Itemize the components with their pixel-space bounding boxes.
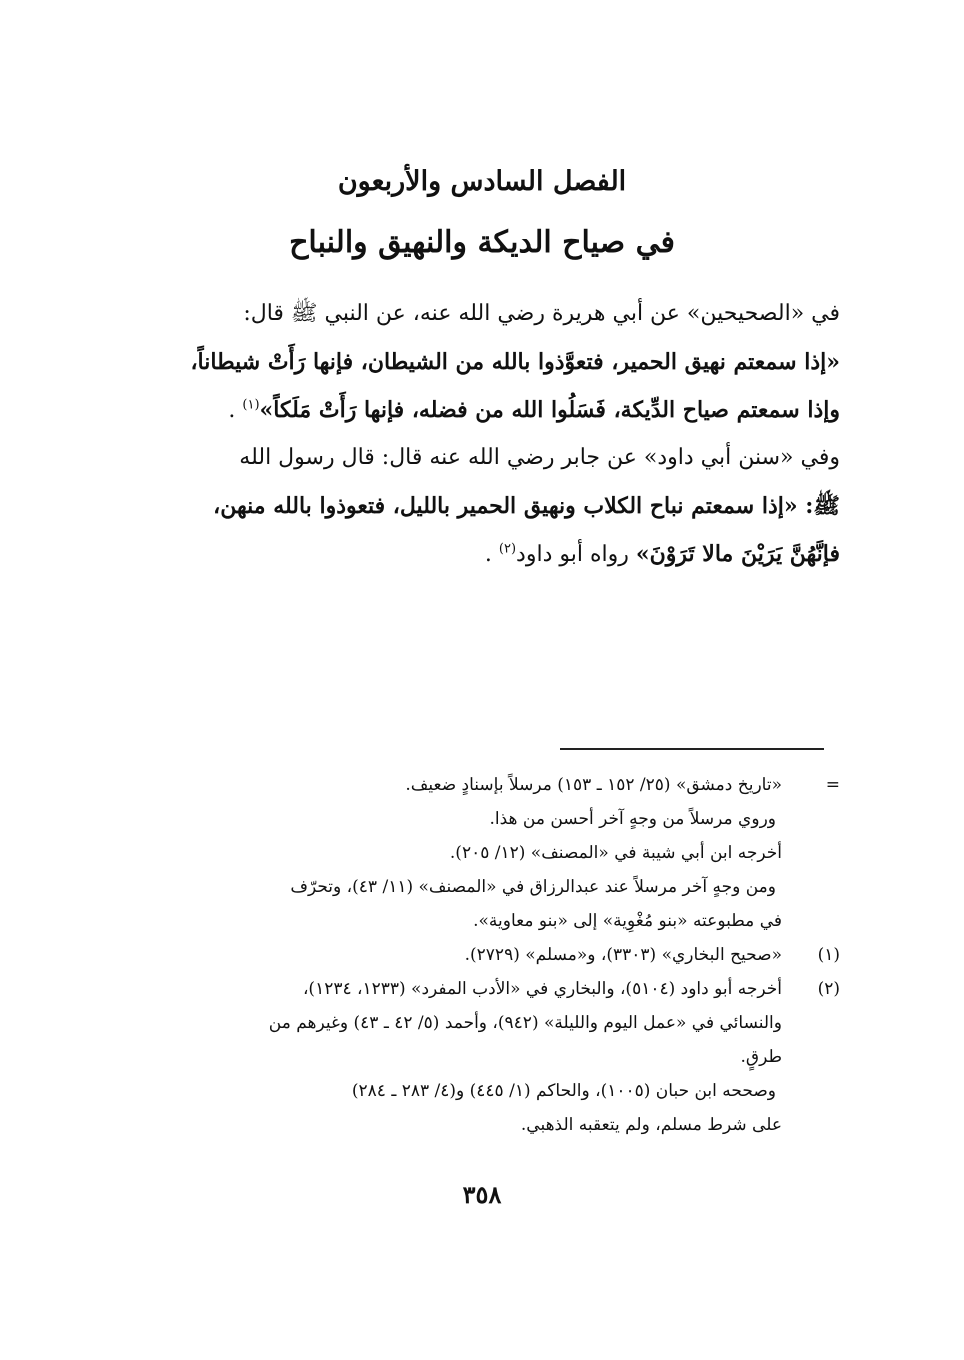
paragraph-hadith-2 <box>128 434 840 578</box>
footnote-line <box>128 768 840 802</box>
footnote-text: أخرجه ابن أبي شيبة في «المصنف» (١٢/ ٢٠٥). <box>449 843 782 863</box>
footnote-text: طرقٍ. <box>740 1047 782 1067</box>
footnote-line <box>128 836 840 870</box>
footnote-line <box>128 802 840 836</box>
footnote-line <box>128 1006 840 1040</box>
footnotes <box>128 768 840 1142</box>
footnote-text: وروي مرسلاً من وجهٍ آخر أحسن من هذا. <box>489 809 776 829</box>
footnote-ref: (١) <box>242 397 260 413</box>
paragraph-line <box>128 530 840 578</box>
chapter-subtitle: في صياح الديكة والنهيق والنباح <box>289 225 675 260</box>
footnote-line <box>128 870 840 904</box>
hadith-text: وإذا سمعتم صياح الدِّيكة، فَسَلُوا الله من فضله، فإنها رَأَتْ مَلَكاً» <box>259 397 840 423</box>
footnote-number: (٢) <box>817 979 840 999</box>
footnote-number: (١) <box>817 945 840 965</box>
paragraph-line: في «الصحيحين» عن أبي هريرة رضي الله عنه، عن النبي ﷺ قال: <box>243 301 840 326</box>
footnote-text: والنسائي في «عمل اليوم والليلة» (٩٤٢)، وأحمد (٥/ ٤٢ ـ ٤٣) وغيرهم من <box>268 1013 782 1033</box>
paragraph-line: «إذا سمعتم نهيق الحمير، فتعوَّذوا بالله من الشيطان، فإنها رَأَتْ شيطاناً، <box>190 349 840 375</box>
sentence-end: . <box>228 398 236 423</box>
footnote-text: أخرجه أبو داود (٥١٠٤)، والبخاري في «الأدب المفرد» (١٢٣٣، ١٢٣٤)، <box>302 979 782 999</box>
footnote-text: وصححه ابن حبان (١٠٠٥)، والحاكم (١/ ٤٤٥) و(٤/ ٢٨٣ ـ ٢٨٤) <box>351 1081 776 1101</box>
page-number: ٣٥٨ <box>462 1180 502 1209</box>
footnote-line <box>128 904 840 938</box>
footnote-line <box>128 938 840 972</box>
paragraph-line: وفي «سنن أبي داود» عن جابر رضي الله عنه قال: قال رسول الله <box>239 445 840 470</box>
footnote-text: على شرط مسلم، ولم يتعقبه الذهبي. <box>520 1115 782 1135</box>
paragraph-line <box>128 386 840 434</box>
footnote-text: ومن وجهٍ آخر مرسلاً عند عبدالرزاق في «المصنف» (١١/ ٤٣)، وتحرّف <box>290 877 776 897</box>
footnote-line <box>128 972 840 1006</box>
footnote-text: في مطبوعته «بنو مُغْوِية» إلى «بنو معاوية». <box>473 911 782 931</box>
paragraph-line: ﷺ: «إذا سمعتم نباح الكلاب ونهيق الحمير بالليل، فتعوذوا بالله منهن، <box>213 493 840 519</box>
chapter-title: الفصل السادس والأربعون <box>337 166 627 197</box>
footnote-ref: (٢) <box>498 541 517 557</box>
footnote-separator <box>560 748 824 750</box>
sentence-end: . <box>484 542 492 567</box>
footnote-text: «صحيح البخاري» (٣٣٠٣)، و«مسلم» (٢٧٢٩). <box>464 945 782 965</box>
hadith-text: فإنَّهُنَّ يَرَيْنَ مالا تَرَوْنَ» <box>635 541 840 567</box>
continuation-marker: = <box>825 775 840 795</box>
narrator-text: رواه أبو داود <box>516 542 636 567</box>
footnote-line <box>128 1074 840 1108</box>
footnote-line <box>128 1040 840 1074</box>
footnote-text: «تاريخ دمشق» (٢٥/ ١٥٢ ـ ١٥٣) مرسلاً بإسنادٍ ضعيف. <box>405 775 782 795</box>
footnote-line <box>128 1108 840 1142</box>
paragraph-hadith-1 <box>128 290 840 434</box>
